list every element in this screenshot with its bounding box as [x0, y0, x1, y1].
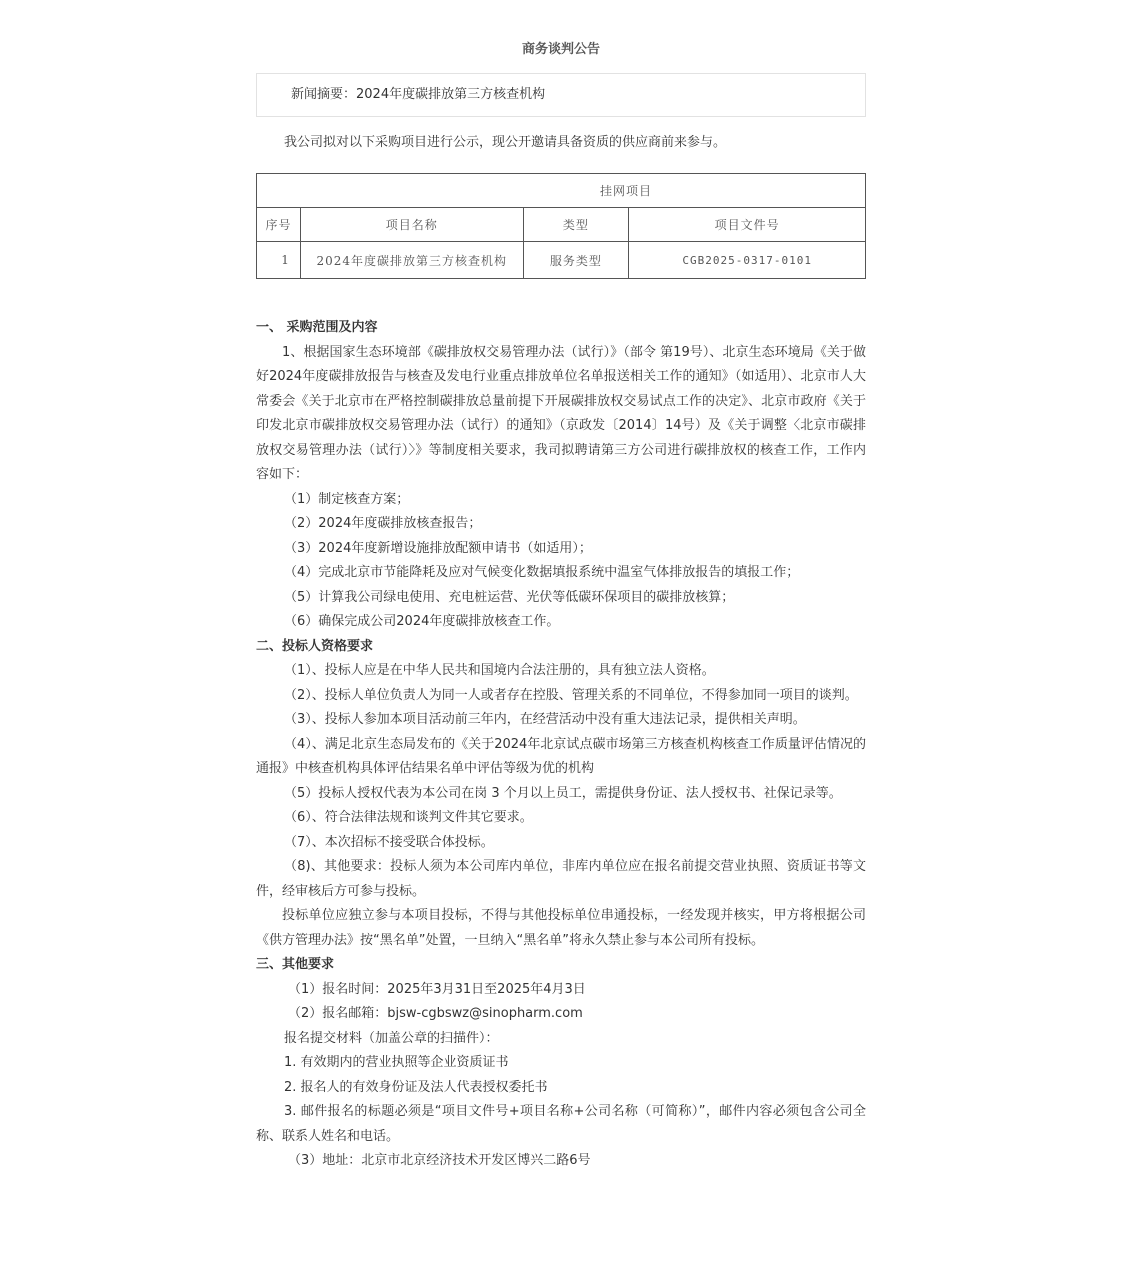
cell-index: 1 [257, 242, 301, 279]
qualification-item: （4）、满足北京生态局发布的《关于2024年北京试点碳市场第三方核查机构核查工作质量评估情况的通报》中核查机构具体评估结果名单中评估等级为优的机构 [256, 736, 866, 776]
table-group-header: 挂网项目 [257, 174, 866, 208]
scope-item: （2）2024年度碳排放核查报告； [284, 516, 482, 531]
scope-item: （4）完成北京市节能降耗及应对气候变化数据填报系统中温室气体排放报告的填报工作； [284, 565, 800, 580]
scope-item: （3）2024年度新增设施排放配额申请书（如适用）； [284, 540, 592, 556]
registration-time: （1）报名时间：2025年3月31日至2025年4月3日 [288, 981, 586, 997]
qualification-item: （7）、本次招标不接受联合体投标。 [284, 834, 494, 850]
qualification-item: （8)、其他要求：投标人须为本公司库内单位，非库内单位应在报名前提交营业执照、资质证书等文件，经审核后方可参与投标。 [256, 859, 866, 899]
qualification-item: （6）、符合法律法规和谈判文件其它要求。 [284, 810, 533, 825]
qualification-item: （1）、投标人应是在中华人民共和国境内合法注册的，具有独立法人资格。 [284, 663, 715, 678]
news-summary-box [256, 73, 866, 117]
announcement-body [256, 316, 866, 1174]
cell-name: 2024年度碳排放第三方核查机构 [300, 242, 523, 279]
section3-heading: 三、其他要求 [256, 957, 335, 972]
project-table [256, 173, 866, 279]
table-row [257, 242, 866, 279]
section1-paragraph: 1、根据国家生态环境部《碳排放权交易管理办法（试行）》（部令 第19号）、北京生态环境局《关于做好2024年度碳排放报告与核查及发电行业重点排放单位名单报送相关工作的通知》（如适用）、北京市人大常委会《关于北京市在严格控制碳排放总量前提下开展碳排放权交易试点工作的决定》、北京市政府《关于印发北京市碳排放权交易管理办法（试行）的通知》（京政发〔2014〕14号）及《关于调整〈北京市碳排放权交易管理办法（试行）〉》等制度相关要求，我司拟聘请第三方公司进行碳排放权的核查工作，工作内容如下： [256, 344, 866, 482]
table-header-row [257, 208, 866, 242]
column-header-file-no: 项目文件号 [629, 208, 866, 242]
column-header-index: 序号 [257, 208, 301, 242]
scope-item: （6）确保完成公司2024年度碳排放核查工作。 [284, 614, 560, 629]
section1-heading: 一、 采购范围及内容 [256, 320, 378, 335]
column-header-type: 类型 [523, 208, 629, 242]
materials-label: 报名提交材料（加盖公章的扫描件）： [284, 1030, 499, 1046]
news-summary-text: 新闻摘要：2024年度碳排放第三方核查机构 [291, 87, 546, 102]
intro-text: 我公司拟对以下采购项目进行公示，现公开邀请具备资质的供应商前来参与。 [284, 135, 727, 150]
cell-file-no: CGB2025-0317-0101 [629, 242, 866, 279]
material-item: 1. 有效期内的营业执照等企业资质证书 [284, 1055, 509, 1070]
scope-item: （1）制定核查方案； [284, 491, 410, 507]
column-header-name: 项目名称 [300, 208, 523, 242]
qualification-item: （5）投标人授权代表为本公司在岗 3 个月以上员工，需提供身份证、法人授权书、社保记录等。 [284, 785, 842, 801]
qualification-item: （2）、投标人单位负责人为同一人或者存在控股、管理关系的不同单位，不得参加同一项目的谈判。 [284, 687, 858, 703]
scope-item: （5）计算我公司绿电使用、充电桩运营、光伏等低碳环保项目的碳排放核算； [284, 589, 735, 605]
section2-heading: 二、投标人资格要求 [256, 638, 374, 654]
cell-type: 服务类型 [523, 242, 629, 279]
blacklist-note: 投标单位应独立参与本项目投标，不得与其他投标单位串通投标，一经发现并核实，甲方将根据公司《供方管理办法》按“黑名单”处置，一旦纳入“黑名单”将永久禁止参与本公司所有投标。 [256, 908, 866, 948]
material-item: 2. 报名人的有效身份证及法人代表授权委托书 [284, 1079, 548, 1095]
address: （3）地址：北京市北京经济技术开发区博兴二路6号 [288, 1153, 591, 1168]
qualification-item: （3）、投标人参加本项目活动前三年内，在经营活动中没有重大违法记录，提供相关声明。 [284, 712, 806, 727]
page-title: 商务谈判公告 [521, 42, 600, 57]
material-item: 3. 邮件报名的标题必须是“项目文件号+项目名称+公司名称（可简称）”，邮件内容必须包含公司全称、联系人姓名和电话。 [256, 1104, 866, 1144]
registration-email: （2）报名邮箱：bjsw-cgbswz@sinopharm.com [288, 1006, 583, 1021]
